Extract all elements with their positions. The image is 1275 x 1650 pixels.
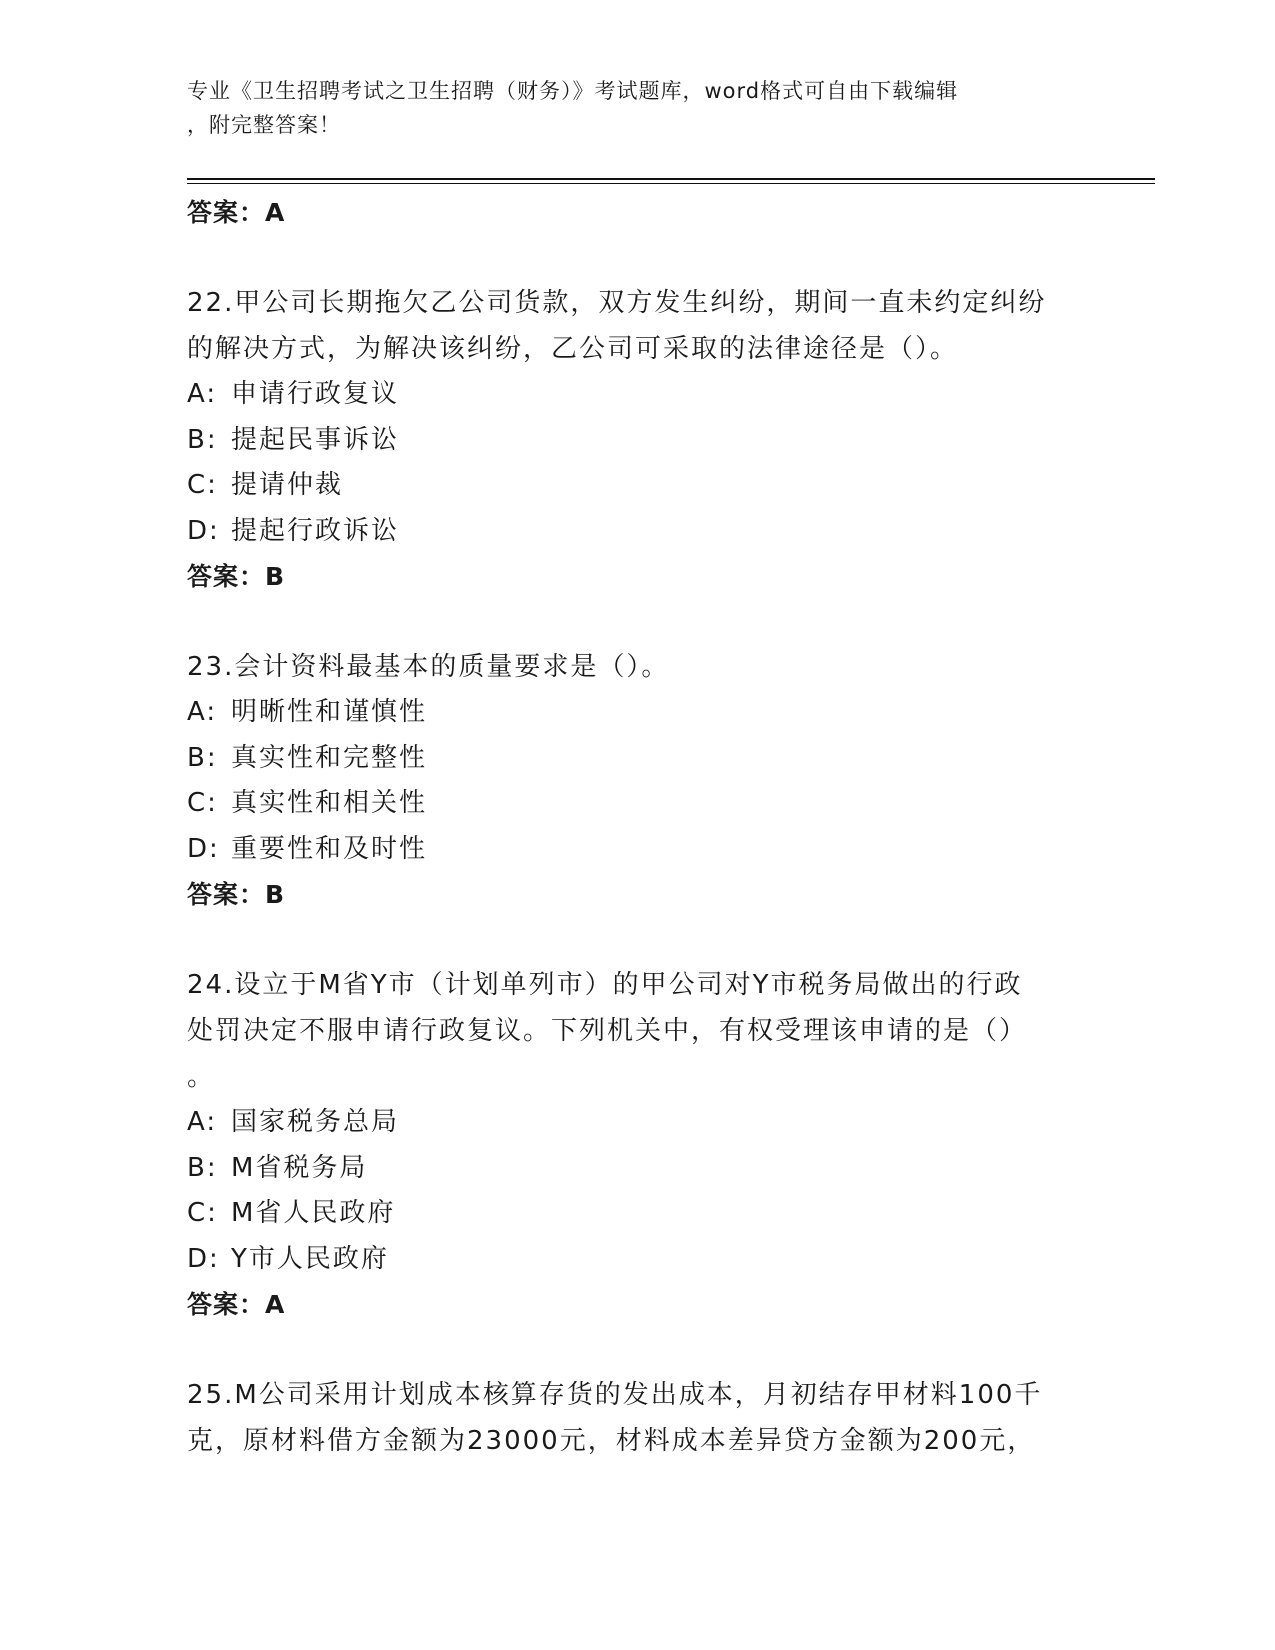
header-line-2: ，附完整答案！ — [187, 113, 341, 137]
option-text: 真实性和完整性 — [231, 742, 428, 773]
header-divider-thick — [187, 178, 1155, 180]
option-d — [187, 509, 1107, 555]
option-d — [187, 827, 1107, 873]
option-letter: B: — [187, 1152, 218, 1183]
question-stem-line: 23.会计资料最基本的质量要求是（）。 — [187, 652, 670, 682]
question-stem-line: 22.甲公司长期拖欠乙公司货款，双方发生纠纷，期间一直未约定纠纷 — [187, 288, 1047, 318]
option-text: 国家税务总局 — [231, 1107, 400, 1137]
option-letter: D: — [187, 833, 220, 864]
option-c — [187, 1191, 1107, 1237]
question-item — [187, 280, 1107, 600]
option-a — [187, 1100, 1107, 1146]
option-text: 提请仲裁 — [231, 470, 344, 500]
option-b — [187, 736, 1107, 782]
question-stem-line: 24.设立于M省Y市（计划单列市）的甲公司对Y市税务局做出的行政 — [187, 970, 1023, 1000]
option-letter: C: — [187, 788, 218, 818]
header-line-1: 专业《卫生招聘考试之卫生招聘（财务）》考试题库，word格式可自由下载编辑 — [187, 79, 959, 103]
option-c — [187, 463, 1107, 509]
option-letter: C: — [187, 470, 218, 500]
question-list — [187, 190, 1107, 1464]
option-letter: D: — [187, 515, 220, 546]
option-letter: B: — [187, 742, 218, 773]
question-item — [187, 644, 1107, 918]
option-text: 申请行政复议 — [231, 379, 400, 409]
option-letter: B: — [187, 424, 218, 455]
header-divider-thin — [187, 183, 1155, 184]
option-text: 重要性和及时性 — [231, 833, 428, 864]
answer-line: 答案：A — [187, 198, 286, 227]
option-text: Y市人民政府 — [231, 1243, 389, 1274]
option-text: 明晰性和谨慎性 — [231, 697, 428, 727]
question-stem-line: 25.M公司采用计划成本核算存货的发出成本，月初结存甲材料100千 — [187, 1380, 1043, 1410]
option-c — [187, 781, 1107, 827]
option-letter: A: — [187, 697, 218, 727]
answer-line: 答案：B — [187, 562, 286, 591]
option-text: 提起行政诉讼 — [231, 515, 400, 546]
option-letter: C: — [187, 1198, 218, 1228]
answer-line: 答案：A — [187, 1290, 286, 1319]
option-b — [187, 1146, 1107, 1192]
option-a — [187, 690, 1107, 736]
option-text: M省税务局 — [231, 1152, 368, 1183]
question-stem-line: 的解决方式，为解决该纠纷，乙公司可采取的法律途径是（）。 — [187, 334, 959, 364]
question-stem-line: 克，原材料借方金额为23000元，材料成本差异贷方金额为200元， — [187, 1426, 1036, 1456]
option-text: M省人民政府 — [231, 1198, 396, 1228]
document-header — [187, 74, 1067, 142]
option-letter: D: — [187, 1243, 220, 1274]
option-b — [187, 418, 1107, 464]
option-a — [187, 372, 1107, 418]
option-text: 提起民事诉讼 — [231, 424, 400, 455]
question-stem-line: 。 — [187, 1062, 216, 1092]
question-stem-line: 处罚决定不服申请行政复议。下列机关中，有权受理该申请的是（） — [187, 1016, 1028, 1046]
option-letter: A: — [187, 379, 218, 409]
option-d — [187, 1237, 1107, 1283]
question-item — [187, 1372, 1107, 1464]
option-text: 真实性和相关性 — [231, 788, 428, 818]
answer-line: 答案：B — [187, 880, 286, 909]
option-letter: A: — [187, 1107, 218, 1137]
question-item — [187, 962, 1107, 1328]
